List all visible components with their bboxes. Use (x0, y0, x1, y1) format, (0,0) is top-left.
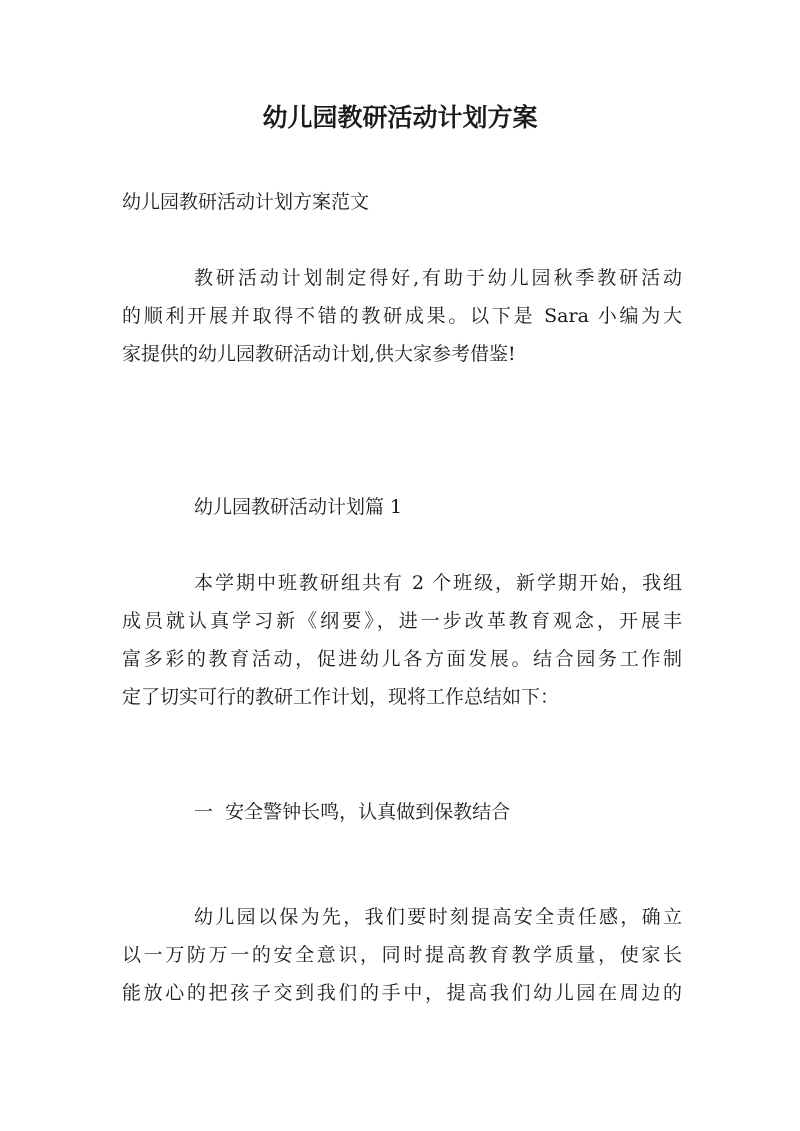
intro-line-1: 教研活动计划制定得好,有助于幼儿园秋季教研活动 (194, 267, 682, 289)
paragraph2-line-1: 幼儿园以保为先，我们要时刻提高安全责任感，确立 (194, 906, 682, 928)
paragraph1-line-2: 成员就认真学习新《纲要》，进一步改革教育观念，开展丰 (122, 610, 682, 632)
document-subtitle: 幼儿园教研活动计划方案范文 (122, 191, 370, 213)
intro-line-3: 家提供的幼儿园教研活动计划,供大家参考借鉴! (122, 343, 516, 365)
paragraph2-line-3: 能放心的把孩子交到我们的手中，提高我们幼儿园在周边的 (122, 982, 682, 1004)
point-heading: 一 安全警钟长鸣，认真做到保教结合 (194, 801, 511, 823)
intro-line-2: 的顺利开展并取得不错的教研成果。以下是 Sara 小编为大 (122, 305, 682, 327)
paragraph1-line-4: 定了切实可行的教研工作计划，现将工作总结如下： (122, 686, 560, 708)
paragraph2-line-2: 以一万防万一的安全意识，同时提高教育教学质量，使家长 (122, 944, 682, 966)
document-title: 幼儿园教研活动计划方案 (262, 103, 538, 132)
paragraph1-line-1: 本学期中班教研组共有 2 个班级，新学期开始，我组 (194, 572, 682, 594)
section-heading: 幼儿园教研活动计划篇 1 (194, 496, 403, 518)
paragraph1-line-3: 富多彩的教育活动，促进幼儿各方面发展。结合园务工作制 (122, 648, 682, 670)
